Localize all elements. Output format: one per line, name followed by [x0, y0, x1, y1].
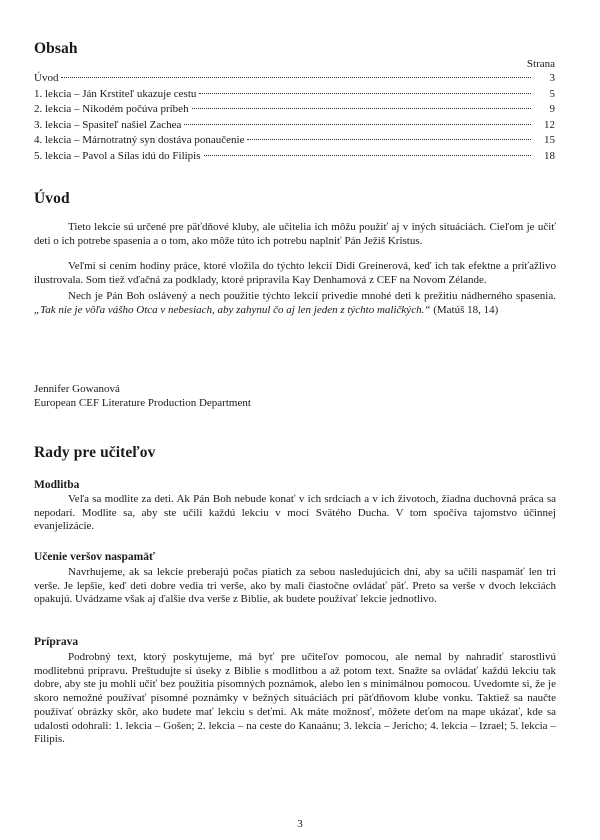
intro-paragraph-2: Veľmi si cením hodiny práce, ktoré vložila do týchto lekcií Didi Greinerová, keď ich tak efektne a príťažlivo ilustrovala. Som tiež vďačná za podklady, ktoré pripravila Kay Denhamová z CEF na Novom Zélande.: [34, 260, 556, 287]
toc-entry: [34, 134, 555, 150]
toc-leader-dots: [247, 139, 531, 140]
intro-title: Úvod: [34, 190, 70, 207]
bible-quote: „Tak nie je vôľa vášho Otca v nebesiach, aby zahynul čo aj len jeden z týchto maličkých.“: [34, 303, 431, 316]
toc-entry-page: 3: [549, 72, 555, 84]
toc-entry-label: 4. lekcia – Márnotratný syn dostáva ponaučenie: [34, 134, 245, 147]
intro-paragraph-1: Tieto lekcie sú určené pre päťdňové kluby, ale učitelia ich môžu použiť aj v iných situáciách. Cieľom je učiť deti o ich potrebe spasenia a o tom, ako môže túto ich potrebu naplniť Pán Ježiš Kristus.: [34, 221, 556, 247]
author-name: Jennifer Gowanová: [34, 383, 120, 395]
bible-reference: (Matúš 18, 14): [430, 303, 499, 316]
memory-section: [34, 566, 556, 607]
intro-paragraph-3: [34, 290, 556, 317]
toc-entry-label: 3. lekcia – Spasiteľ našiel Zachea: [34, 118, 182, 131]
prayer-heading: Modlitba: [34, 479, 80, 491]
prayer-text: Veľa sa modlite za deti. Ak Pán Boh nebude konať v ich srdciach a v ich životoch, žiadna duchovná práca sa nepodarí. Modlite sa, aby ste učili každú lekciu v moci Svätého Ducha. V tom spočíva tajomstvo účinnej evanjelizácie.: [34, 493, 556, 533]
intro-text: [34, 221, 556, 317]
memory-text: Navrhujeme, ak sa lekcie preberajú počas piatich za sebou nasledujúcich dní, aby sa učili naspamäť len tri verše. Je lepšie, keď deti dobre vedia tri verše, ako by mali čiastočne ovládať päť. Preto sa verše v dvoch lekciách opakujú. Uvádzame však aj ďalšie dva verše z Biblie, ak budete používať lekcie jednotlivo.: [34, 566, 556, 606]
page-number: 3: [297, 818, 303, 830]
toc-entry-page: 9: [549, 103, 555, 116]
prayer-section: [34, 493, 556, 534]
signature-block: [34, 383, 251, 410]
toc-entry-page: 12: [544, 118, 555, 131]
toc-leader-dots: [204, 155, 531, 156]
advice-title: Rady pre učiteľov: [34, 444, 156, 461]
intro-paragraph-3-text: Nech je Pán Boh oslávený a nech použitie týchto lekcií privedie mnohé deti k prežitiu nádherného spasenia.: [68, 289, 556, 302]
page-column-header: Strana: [526, 58, 555, 70]
toc-entry: [34, 119, 555, 135]
toc-leader-dots: [61, 77, 531, 78]
toc-leader-dots: [184, 124, 531, 125]
toc-entry-label: 2. lekcia – Nikodém počúva príbeh: [34, 103, 189, 116]
toc-entry: [34, 150, 555, 166]
toc-leader-dots: [192, 108, 531, 109]
toc-entry-page: 15: [544, 134, 555, 147]
toc-entry-label: Úvod: [34, 72, 59, 84]
author-department: European CEF Literature Production Department: [34, 396, 251, 409]
memory-heading: Učenie veršov naspamäť: [34, 551, 155, 563]
preparation-heading: Príprava: [34, 636, 79, 648]
toc-entry: [34, 103, 555, 119]
toc-entry-label: 5. lekcia – Pavol a Sílas idú do Filipis: [34, 149, 201, 162]
toc-entry-page: 18: [544, 149, 555, 162]
contents-title: Obsah: [34, 40, 78, 57]
toc-entry-label: 1. lekcia – Ján Krstiteľ ukazuje cestu: [34, 87, 197, 100]
toc-entry: [34, 72, 555, 88]
preparation-text: Podrobný text, ktorý poskytujeme, má byť pre učiteľov pomocou, ale nemal by nahradiť starostlivú modlitebnú prípravu. Preštudujte si úseky z Biblie s modlitbou a až potom text. Snažte sa ovládať každú lekciu tak dobre, aby ste ju mohli učiť bez použitia písomných poznámok, alebo len s minimálnou pomocou. Uvedomte si, že je skoro nemožné používať písomné poznámky v bežných situáciách pri päťdňovom klube vonku. Taktiež sa naučte používať obrázky skôr, ako budete mať lekciu s deťmi. Ak máte možnosť, môžete deťom na mape ukázať, kde sa udalosti odohrali: 1. lekcia – Gošen; 2. lekcia – na ceste do Kanaánu; 3. lekcia – Jericho; 4. lekcia – Izrael; 5. lekcia – Filipis.: [34, 651, 556, 746]
toc-entry-page: 5: [549, 87, 555, 100]
toc-entries: [34, 72, 555, 166]
toc-entry: [34, 88, 555, 104]
table-of-contents: [34, 58, 555, 166]
preparation-section: [34, 651, 556, 747]
toc-leader-dots: [199, 93, 531, 94]
